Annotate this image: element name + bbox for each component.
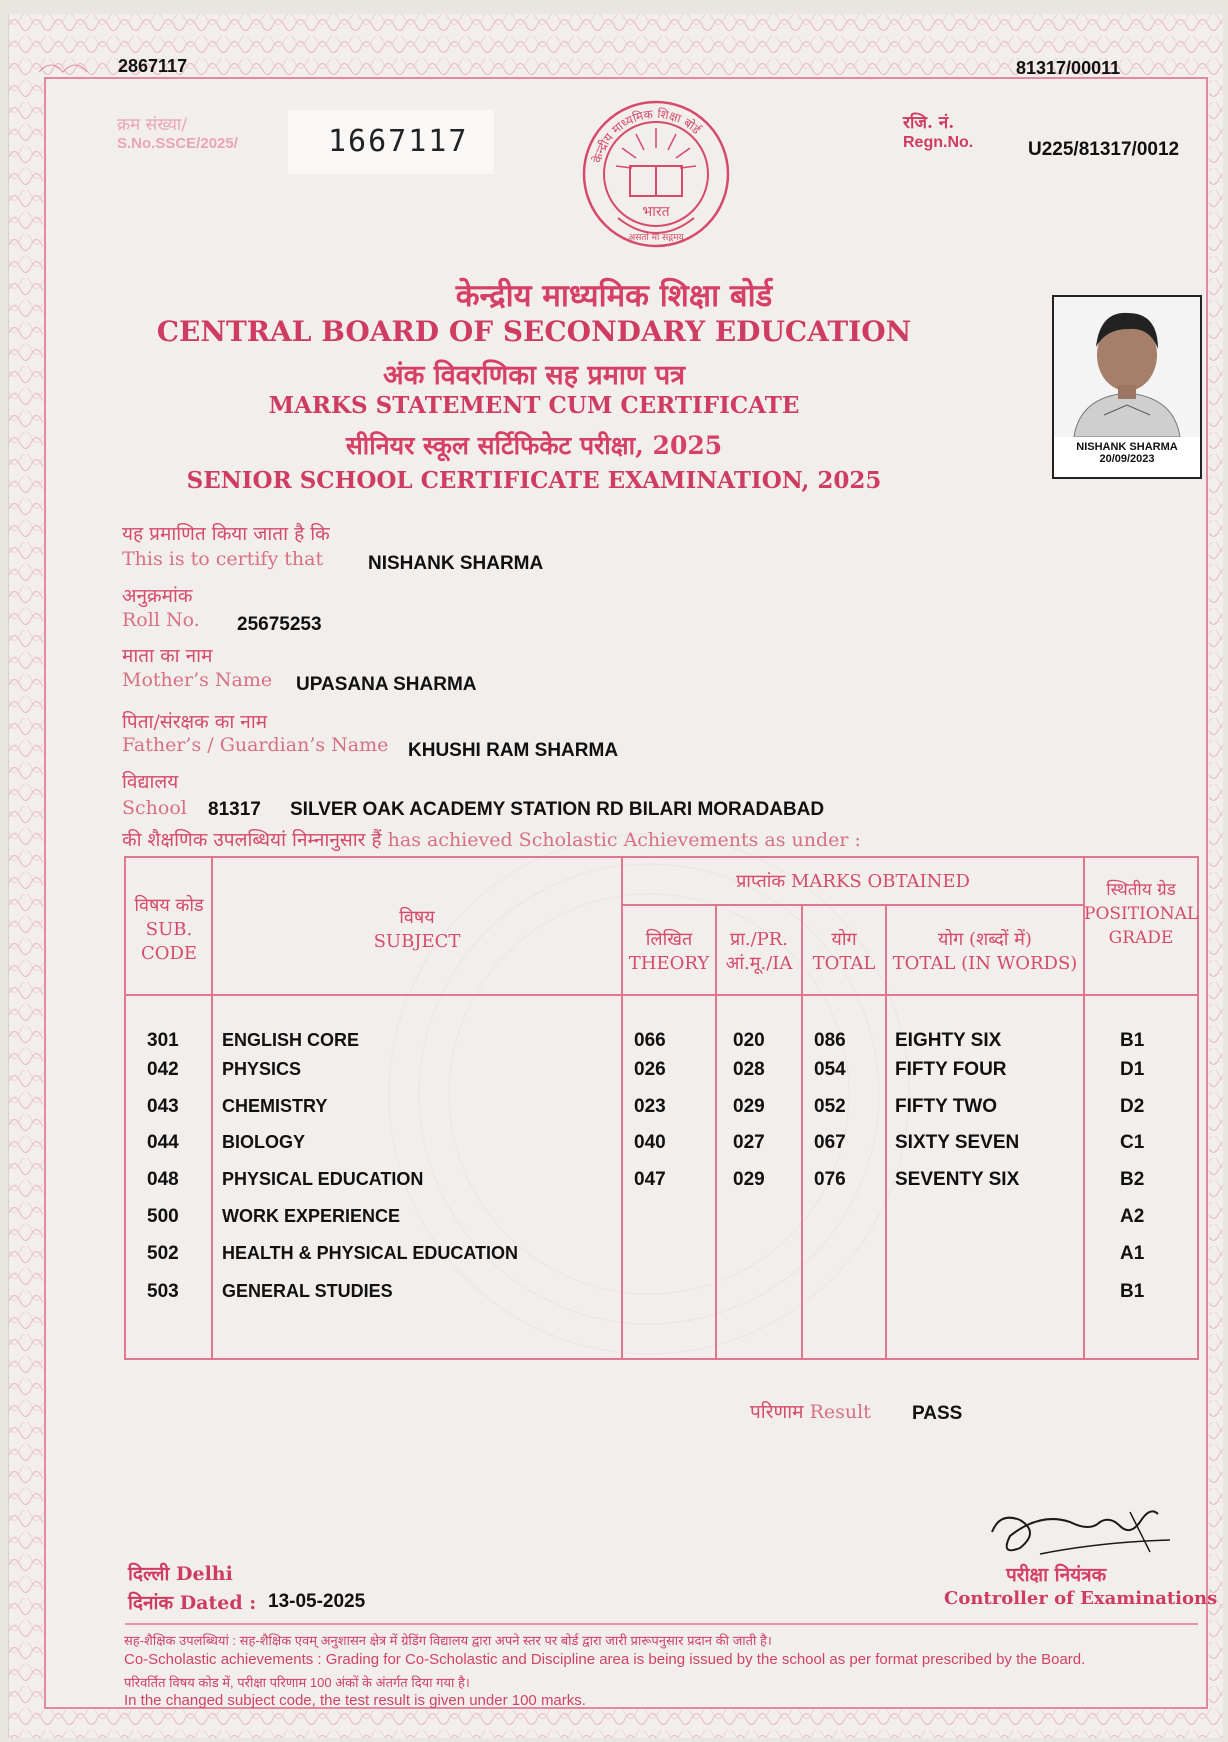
board-title-en: CENTRAL BOARD OF SECONDARY EDUCATION bbox=[156, 315, 912, 348]
table-row: 044 BIOLOGY 040 027 067 SIXTY SEVEN C1 bbox=[147, 1132, 1145, 1153]
photo-name: NISHANK SHARMA bbox=[1076, 441, 1178, 453]
header-total: योग TOTAL bbox=[812, 929, 876, 974]
exam-title-en: SENIOR SCHOOL CERTIFICATE EXAMINATION, 2025 bbox=[186, 467, 882, 494]
school-label-hi: विद्यालय bbox=[122, 771, 179, 793]
statement-title-en: MARKS STATEMENT CUM CERTIFICATE bbox=[268, 392, 800, 419]
result-value: PASS bbox=[912, 1403, 963, 1424]
school-label-en: School bbox=[122, 797, 187, 819]
svg-text:भारत: भारत bbox=[642, 204, 670, 220]
table-row: 500 WORK EXPERIENCE A2 bbox=[147, 1206, 1145, 1227]
table-row: 043 CHEMISTRY 023 029 052 FIFTY TWO D2 bbox=[147, 1096, 1145, 1117]
header-grade: स्थितीय ग्रेड POSITIONAL GRADE bbox=[1084, 880, 1199, 948]
certify-label-en: This is to certify that bbox=[122, 548, 324, 570]
mother-name: UPASANA SHARMA bbox=[296, 674, 477, 695]
table-row: 042 PHYSICS 026 028 054 FIFTY FOUR D1 bbox=[147, 1059, 1145, 1080]
father-name: KHUSHI RAM SHARMA bbox=[408, 740, 619, 761]
svg-text:असतो मा सद्गमय: असतो मा सद्गमय bbox=[628, 233, 684, 243]
school-code: 81317 bbox=[208, 799, 261, 820]
serial-label-hi: क्रम संख्या/ bbox=[117, 115, 188, 135]
top-right-number: 81317/00011 bbox=[1016, 58, 1121, 78]
roll-label-en: Roll No. bbox=[122, 609, 200, 631]
regn-label-hi: रजि. नं. bbox=[903, 113, 955, 133]
header-code: विषय कोड SUB. CODE bbox=[134, 895, 204, 964]
dated-label: दिनांक Dated : bbox=[128, 1592, 257, 1614]
board-title-hi: केन्द्रीय माध्यमिक शिक्षा बोर्ड bbox=[455, 278, 773, 314]
roll-number: 25675253 bbox=[237, 614, 322, 635]
regn-label-en: Regn.No. bbox=[903, 134, 974, 151]
header-subject: विषय SUBJECT bbox=[373, 907, 461, 952]
student-name: NISHANK SHARMA bbox=[368, 553, 544, 574]
controller-label-en: Controller of Examinations bbox=[944, 1588, 1218, 1609]
header-theory: लिखित THEORY bbox=[628, 929, 710, 974]
certify-label-hi: यह प्रमाणित किया जाता है कि bbox=[122, 523, 330, 545]
statement-title-hi: अंक विवरणिका सह प्रमाण पत्र bbox=[382, 360, 686, 391]
roll-label-hi: अनुक्रमांक bbox=[122, 585, 193, 607]
controller-label-hi: परीक्षा नियंत्रक bbox=[1006, 1564, 1107, 1586]
place: दिल्ली Delhi bbox=[128, 1563, 233, 1585]
mother-label-en: Mother’s Name bbox=[122, 669, 273, 691]
table-row: 301 ENGLISH CORE 066 020 086 EIGHTY SIX B1 bbox=[147, 1030, 1145, 1051]
table-row: 502 HEALTH & PHYSICAL EDUCATION A1 bbox=[147, 1243, 1145, 1264]
svg-text:केन्द्रीय माध्यमिक शिक्षा बोर्: केन्द्रीय माध्यमिक शिक्षा बोर्ड bbox=[590, 106, 704, 165]
top-left-number: 2867117 bbox=[118, 56, 188, 76]
note-changed-code-hi: परिवर्तित विषय कोड में, परीक्षा परिणाम 100 अंकों के अंतर्गत दिया गया है। bbox=[124, 1675, 470, 1690]
table-row: 503 GENERAL STUDIES B1 bbox=[147, 1281, 1145, 1302]
table-row: 048 PHYSICAL EDUCATION 047 029 076 SEVENTY SIX B2 bbox=[147, 1169, 1145, 1190]
photo-date: 20/09/2023 bbox=[1099, 453, 1155, 465]
serial-label-en: S.No.SSCE/2025/ bbox=[117, 135, 238, 152]
note-coscholastic-hi: सह-शैक्षिक उपलब्धियां : सह-शैक्षिक एवम् अनुशासन क्षेत्र में ग्रेडिंग विद्यालय द्वारा अपने स्तर पर बोर्ड द्वारा जारी प्रारूपनुसार प्रदान की जाती है। bbox=[124, 1633, 772, 1648]
note-changed-code-en: In the changed subject code, the test result is given under 100 marks. bbox=[124, 1692, 586, 1709]
serial-number: 1667117 bbox=[328, 124, 469, 159]
issue-date: 13-05-2025 bbox=[268, 1591, 366, 1612]
mother-label-hi: माता का नाम bbox=[122, 645, 213, 667]
achievements-hi: की शैक्षणिक उपलब्धियां निम्नानुसार हैं bbox=[122, 829, 382, 851]
father-label-en: Father’s / Guardian’s Name bbox=[122, 734, 389, 756]
achievements-en: has achieved Scholastic Achievements as under : bbox=[387, 829, 861, 851]
result-label: परिणाम Result bbox=[750, 1401, 871, 1423]
note-coscholastic-en: Co-Scholastic achievements : Grading for Co-Scholastic and Discipline area is being issued by the school as per format prescribed by the Board. bbox=[124, 1651, 1086, 1668]
exam-title-hi: सीनियर स्कूल सर्टिफिकेट परीक्षा, 2025 bbox=[345, 431, 723, 460]
header-marks: प्राप्तांक MARKS OBTAINED bbox=[736, 871, 970, 892]
header-total-words: योग (शब्दों में) TOTAL (IN WORDS) bbox=[892, 929, 1078, 974]
controller-signature bbox=[980, 1492, 1180, 1562]
school-name: SILVER OAK ACADEMY STATION RD BILARI MORADABAD bbox=[290, 799, 825, 820]
header-ia: प्रा./PR. आं.मू./IA bbox=[725, 929, 793, 974]
father-label-hi: पिता/संरक्षक का नाम bbox=[122, 711, 268, 733]
regn-number: U225/81317/0012 bbox=[1028, 139, 1180, 160]
